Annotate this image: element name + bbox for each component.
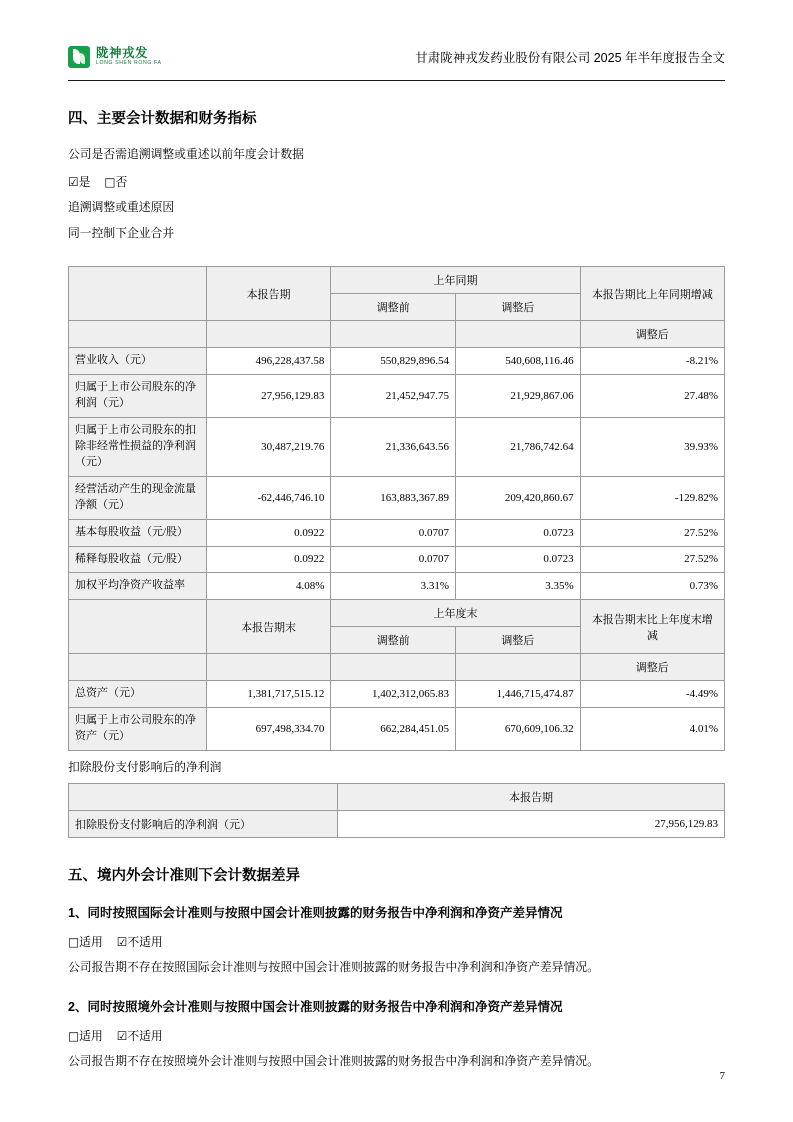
reason-label: 追溯调整或重述原因 bbox=[68, 199, 175, 214]
row-label: 经营活动产生的现金流量净额（元） bbox=[69, 476, 207, 519]
row-change: -129.82% bbox=[580, 476, 724, 519]
row-change: 27.52% bbox=[580, 546, 724, 573]
item1-text: 公司报告期不存在按照国际会计准则与按照中国会计准则披露的财务报告中净利润和净资产差异情况。 bbox=[68, 959, 599, 974]
table-row bbox=[69, 375, 725, 418]
page-number: 7 bbox=[719, 1070, 725, 1082]
section-4-heading: 四、主要会计数据和财务指标 bbox=[68, 111, 257, 127]
section-5-item-2-heading: 2、同时按照境外会计准则与按照中国会计准则披露的财务报告中净利润和净资产差异情况 bbox=[68, 999, 563, 1014]
row-before: 0.0707 bbox=[331, 519, 456, 546]
row-current: 0.0922 bbox=[206, 546, 331, 573]
row-current: 496,228,437.58 bbox=[206, 348, 331, 375]
row-label: 加权平均净资产收益率 bbox=[69, 573, 207, 600]
table-header-row-3 bbox=[69, 321, 725, 348]
table-header-row-6 bbox=[69, 654, 725, 681]
retro-adjust-question: 公司是否需追溯调整或重述以前年度会计数据 bbox=[68, 147, 304, 161]
checkbox-no[interactable]: □否 bbox=[104, 174, 128, 189]
row-after: 1,446,715,474.87 bbox=[456, 681, 581, 708]
checkbox-yes[interactable]: ☑是 bbox=[68, 174, 91, 189]
row-current: 27,956,129.83 bbox=[206, 375, 331, 418]
row-after: 0.0723 bbox=[456, 519, 581, 546]
row-label: 归属于上市公司股东的净资产（元） bbox=[69, 708, 207, 751]
company-logo bbox=[68, 46, 162, 68]
header-change-after-adjust-2: 调整后 bbox=[580, 654, 724, 681]
row-after: 209,420,860.67 bbox=[456, 476, 581, 519]
row-change: -8.21% bbox=[580, 348, 724, 375]
row-current: 0.0922 bbox=[206, 519, 331, 546]
row-change: 27.52% bbox=[580, 519, 724, 546]
row-value: 27,956,129.83 bbox=[337, 810, 724, 837]
table-header-row bbox=[69, 783, 725, 810]
header-last-year-end: 上年度末 bbox=[331, 600, 580, 627]
header-after-adjust-2: 调整后 bbox=[456, 627, 581, 654]
table-row bbox=[69, 546, 725, 573]
table-header-row-4 bbox=[69, 600, 725, 627]
header-current-period: 本报告期 bbox=[206, 267, 331, 321]
item1-choices bbox=[68, 933, 725, 950]
row-label: 归属于上市公司股东的扣除非经常性损益的净利润（元） bbox=[69, 417, 207, 476]
header-last-period: 上年同期 bbox=[331, 267, 580, 294]
row-before: 21,452,947.75 bbox=[331, 375, 456, 418]
row-before: 0.0707 bbox=[331, 546, 456, 573]
row-after: 0.0723 bbox=[456, 546, 581, 573]
row-after: 21,929,867.06 bbox=[456, 375, 581, 418]
section-5-heading: 五、境内外会计准则下会计数据差异 bbox=[68, 867, 300, 884]
row-before: 550,829,896.54 bbox=[331, 348, 456, 375]
header-change: 本报告期比上年同期增减 bbox=[580, 267, 724, 321]
row-label: 总资产（元） bbox=[69, 681, 207, 708]
row-current: -62,446,746.10 bbox=[206, 476, 331, 519]
header-current-period-2: 本报告期 bbox=[337, 783, 724, 810]
table-row bbox=[69, 708, 725, 751]
header-blank-2 bbox=[69, 600, 207, 654]
row-before: 163,883,367.89 bbox=[331, 476, 456, 519]
reason-value: 同一控制下企业合并 bbox=[68, 226, 175, 241]
row-after: 3.35% bbox=[456, 573, 581, 600]
row-after: 540,608,116.46 bbox=[456, 348, 581, 375]
row-label: 基本每股收益（元/股） bbox=[69, 519, 207, 546]
header-after-adjust: 调整后 bbox=[456, 294, 581, 321]
row-change: 27.48% bbox=[580, 375, 724, 418]
row-label: 营业收入（元） bbox=[69, 348, 207, 375]
table-row bbox=[69, 417, 725, 476]
row-before: 662,284,451.05 bbox=[331, 708, 456, 751]
checkbox-not-applicable-1[interactable]: ☑不适用 bbox=[116, 934, 163, 949]
table-row bbox=[69, 519, 725, 546]
row-current: 697,498,334.70 bbox=[206, 708, 331, 751]
row-before: 21,336,643.56 bbox=[331, 417, 456, 476]
report-title: 甘肃陇神戎发药业股份有限公司 2025 年半年度报告全文 bbox=[415, 51, 725, 65]
header-blank-3 bbox=[69, 783, 338, 810]
row-change: 0.73% bbox=[580, 573, 724, 600]
header-before-adjust-2: 调整前 bbox=[331, 627, 456, 654]
item2-text: 公司报告期不存在按照境外会计准则与按照中国会计准则披露的财务报告中净利润和净资产差异情况。 bbox=[68, 1053, 599, 1068]
table-row bbox=[69, 573, 725, 600]
header-before-adjust: 调整前 bbox=[331, 294, 456, 321]
header-change-2: 本报告期末比上年度末增减 bbox=[580, 600, 724, 654]
row-current: 4.08% bbox=[206, 573, 331, 600]
header-current-period-end: 本报告期末 bbox=[206, 600, 331, 654]
header-change-after-adjust: 调整后 bbox=[580, 321, 724, 348]
logo-english-name: LONG SHEN RONG FA bbox=[96, 60, 162, 67]
row-change: -4.49% bbox=[580, 681, 724, 708]
leaf-logo-icon bbox=[68, 46, 90, 68]
row-after: 670,609,106.32 bbox=[456, 708, 581, 751]
share-payment-table bbox=[68, 783, 725, 838]
row-change: 39.93% bbox=[580, 417, 724, 476]
checkbox-applicable-1[interactable]: □适用 bbox=[68, 934, 103, 949]
financial-highlights-table bbox=[68, 266, 725, 751]
logo-text bbox=[96, 47, 162, 67]
table-row bbox=[69, 681, 725, 708]
item2-choices bbox=[68, 1027, 725, 1044]
section-5-item-1-heading: 1、同时按照国际会计准则与按照中国会计准则披露的财务报告中净利润和净资产差异情况 bbox=[68, 905, 563, 920]
table-header-row-1 bbox=[69, 267, 725, 294]
row-after: 21,786,742.64 bbox=[456, 417, 581, 476]
row-label: 扣除股份支付影响后的净利润（元） bbox=[69, 810, 338, 837]
page-header bbox=[68, 40, 725, 81]
logo-chinese-name: 陇神戎发 bbox=[96, 46, 149, 61]
row-before: 1,402,312,065.83 bbox=[331, 681, 456, 708]
row-current: 1,381,717,515.12 bbox=[206, 681, 331, 708]
table-row bbox=[69, 348, 725, 375]
checkbox-not-applicable-2[interactable]: ☑不适用 bbox=[116, 1028, 163, 1043]
table-row bbox=[69, 810, 725, 837]
row-change: 4.01% bbox=[580, 708, 724, 751]
row-label: 归属于上市公司股东的净利润（元） bbox=[69, 375, 207, 418]
checkbox-applicable-2[interactable]: □适用 bbox=[68, 1028, 103, 1043]
retro-adjust-choices bbox=[68, 173, 725, 190]
row-before: 3.31% bbox=[331, 573, 456, 600]
row-current: 30,487,219.76 bbox=[206, 417, 331, 476]
share-payment-note-label: 扣除股份支付影响后的净利润 bbox=[68, 760, 222, 775]
header-blank bbox=[69, 267, 207, 321]
table-row bbox=[69, 476, 725, 519]
row-label: 稀释每股收益（元/股） bbox=[69, 546, 207, 573]
